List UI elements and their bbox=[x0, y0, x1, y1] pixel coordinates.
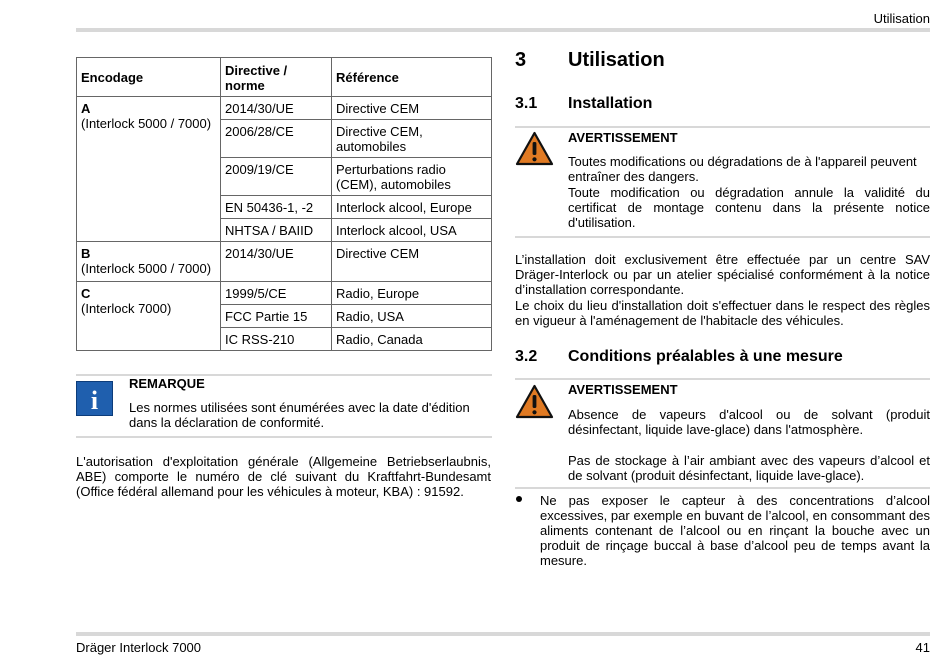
norm-cell: IC RSS-210 bbox=[221, 328, 332, 351]
warning-text-2: Toute modification ou dégradation annule la validité du certificat de montage contenu dans la présente notice d'utilisation. bbox=[568, 185, 930, 230]
bullet-icon bbox=[516, 496, 522, 502]
norm-cell: 2006/28/CE bbox=[221, 120, 332, 158]
encoding-code: B bbox=[81, 246, 91, 261]
encoding-model: (Interlock 5000 / 7000) bbox=[81, 116, 212, 131]
note-text: Les normes utilisées sont énumérées avec la date d'édition dans la déclaration de conformité. bbox=[129, 400, 470, 430]
norm-cell: NHTSA / BAIID bbox=[221, 219, 332, 242]
warning-text-1: Toutes modifications ou dégradations de à l'appareil peuvent entraîner des dangers. bbox=[568, 154, 917, 184]
encoding-code: A bbox=[81, 101, 91, 116]
warning-top-rule bbox=[515, 378, 930, 380]
warning-triangle-icon bbox=[515, 384, 554, 422]
reference-cell: Directive CEM bbox=[332, 242, 492, 282]
norm-cell: 2009/19/CE bbox=[221, 158, 332, 196]
encoding-model: (Interlock 5000 / 7000) bbox=[81, 261, 212, 276]
note-title: REMARQUE bbox=[129, 376, 205, 391]
column-header: Référence bbox=[332, 58, 492, 97]
info-icon bbox=[76, 381, 113, 416]
norm-cell: 1999/5/CE bbox=[221, 282, 332, 305]
table-row bbox=[77, 97, 492, 120]
table-row bbox=[77, 242, 492, 282]
section-title: Installation bbox=[568, 95, 653, 112]
reference-cell: Directive CEM, automobiles bbox=[332, 120, 492, 158]
reference-cell: Radio, Europe bbox=[332, 282, 492, 305]
standards-table bbox=[76, 57, 492, 351]
warning-triangle-icon bbox=[515, 131, 554, 169]
encoding-code: C bbox=[81, 286, 91, 301]
column-header: Encodage bbox=[77, 58, 221, 97]
section-number: 3.1 bbox=[515, 95, 538, 112]
note-bottom-rule bbox=[76, 436, 492, 438]
warning-bottom-rule bbox=[515, 236, 930, 238]
warning-text-1: Absence de vapeurs d'alcool ou de solvant (produit désinfectant, liquide lave-glace) dans l'atmosphère. bbox=[568, 407, 930, 437]
footer-product: Dräger Interlock 7000 bbox=[76, 640, 202, 655]
footer-rule bbox=[76, 632, 930, 636]
running-header: Utilisation bbox=[873, 11, 930, 26]
reference-cell: Directive CEM bbox=[332, 97, 492, 120]
section-title: Conditions préalables à une mesure bbox=[568, 348, 843, 365]
installation-paragraph-2: Le choix du lieu d'installation doit s'effectuer dans le respect des règles en vigueur à l'aménagement de l'habitacle des véhicules. bbox=[515, 298, 930, 328]
reference-cell: Radio, USA bbox=[332, 305, 492, 328]
encoding-cell bbox=[77, 97, 221, 242]
warning-title: AVERTISSEMENT bbox=[568, 382, 678, 397]
header-rule bbox=[76, 28, 930, 32]
norm-cell: 2014/30/UE bbox=[221, 97, 332, 120]
encoding-cell bbox=[77, 242, 221, 282]
abe-paragraph: L'autorisation d'exploitation générale (Allgemeine Betriebserlaubnis, ABE) comporte le numéro de clé suivant du Kraftfahrt-Bundesamt (Office fédéral allemand pour les véhicules à moteur, KBA) : 91592. bbox=[76, 454, 491, 499]
section-number: 3.2 bbox=[515, 348, 538, 365]
reference-cell: Radio, Canada bbox=[332, 328, 492, 351]
warning-title: AVERTISSEMENT bbox=[568, 130, 678, 145]
column-header: Directive / norme bbox=[221, 58, 332, 97]
svg-text:i: i bbox=[90, 386, 99, 415]
reference-cell: Interlock alcool, USA bbox=[332, 219, 492, 242]
encoding-model: (Interlock 7000) bbox=[81, 301, 172, 316]
installation-paragraph-1: L’installation doit exclusivement être effectuée par un centre SAV Dräger-Interlock ou par un atelier spécialisé conformément à la notice d’installation correspondante. bbox=[515, 252, 930, 297]
norm-cell: EN 50436-1, -2 bbox=[221, 196, 332, 219]
table-row bbox=[77, 282, 492, 305]
norm-cell: FCC Partie 15 bbox=[221, 305, 332, 328]
warning-text-2: Pas de stockage à l’air ambiant avec des vapeurs d’alcool et de solvant (produit désinfectant, liquide lave-glace). bbox=[568, 453, 930, 483]
reference-cell: Interlock alcool, Europe bbox=[332, 196, 492, 219]
chapter-title: Utilisation bbox=[568, 49, 665, 71]
encoding-cell bbox=[77, 282, 221, 351]
reference-cell: Perturbations radio (CEM), automobiles bbox=[332, 158, 492, 196]
chapter-number: 3 bbox=[515, 49, 527, 71]
warning-top-rule bbox=[515, 126, 930, 128]
bullet-paragraph: Ne pas exposer le capteur à des concentrations d’alcool excessives, par exemple en buvant de l’alcool, en consommant des aliments contenant de l’alcool ou en rinçant la bouche avec un produit de rinçage buccal à base d’alcool peu de temps avant la mesure. bbox=[540, 493, 930, 568]
norm-cell: 2014/30/UE bbox=[221, 242, 332, 282]
page-number: 41 bbox=[915, 640, 930, 655]
warning-bottom-rule bbox=[515, 487, 930, 489]
